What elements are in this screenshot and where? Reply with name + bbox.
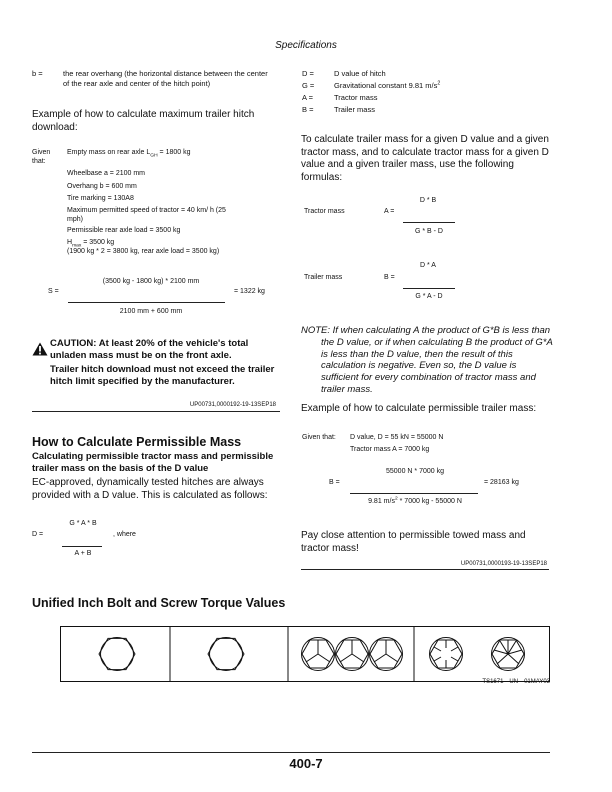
- formula-b-numerator: 55000 N * 7000 kg: [386, 468, 444, 475]
- trailer-formula-lhs: B =: [384, 274, 395, 281]
- given-wheelbase: Wheelbase a = 2100 mm: [67, 170, 146, 177]
- formula-d-line: [62, 546, 102, 547]
- given-empty-mass: Empty mass on rear axle $L_{GH} = 1800$ kg: [67, 149, 191, 159]
- divider: [301, 569, 549, 570]
- def-b-symbol: B =: [302, 105, 314, 114]
- section-subtitle: Calculating permissible tractor mass and permissible trailer mass on the basis of the D value: [32, 451, 274, 474]
- note-negative-result: NOTE: If when calculating A the product of G*B is less than the D value, or if when calculating B the product of G*A is less than the D value, then the result of this calculation is negative. Even so, the D value is sufficient for every combination of tractor mass and trailer mass.: [301, 325, 553, 395]
- given-hmax: $H_{max} = 3500$ kg (1900 kg * 2 = 3800 kg, rear axle load = 3500 kg): [67, 239, 220, 255]
- formula-b-result: = 28163 kg: [484, 479, 519, 486]
- formula-d-lhs: D =: [32, 531, 44, 538]
- trailer-mass-label: Trailer mass: [304, 274, 343, 281]
- def-d-text: D value of hitch: [334, 69, 386, 78]
- given-d-value: D value, D = 55 kN = 55000 N: [350, 434, 444, 441]
- def-b-text: Trailer mass: [334, 105, 375, 114]
- def-a-text: Tractor mass: [334, 93, 378, 102]
- bolt-torque-title: Unified Inch Bolt and Screw Torque Values: [32, 596, 286, 610]
- formula-d-denominator: A + B: [74, 550, 92, 557]
- reference-code-2: UP00731,0000193-19-13SEP18: [460, 561, 547, 567]
- given-speed: Maximum permitted speed of tractor = 40 km/ h (25 mph): [67, 207, 226, 223]
- given-tire: Tire marking = 130A8: [67, 195, 134, 202]
- formulas-intro: To calculate trailer mass for a given D value and a given tractor mass, and to calculate tractor mass for a given D value and a given trailer mass, use the following formulas:: [301, 134, 549, 183]
- given-overhang: Overhang b = 600 mm: [67, 183, 137, 190]
- formula-s-numerator: (3500 kg - 1800 kg) * 2100 mm: [102, 278, 200, 285]
- bolt-figure-reference: TS1671—UN—01MAY03: [482, 679, 550, 685]
- def-g-text: Gravitational constant 9.81 $m/s^2$: [334, 80, 441, 90]
- given-tractor-mass: Tractor mass A = 7000 kg: [350, 446, 430, 453]
- formula-d-suffix: , where: [113, 531, 136, 538]
- b-def-symbol: b =: [32, 69, 43, 78]
- divider: [32, 411, 280, 412]
- formula-s-result: = 1322 kg: [234, 288, 265, 295]
- reference-code-1: UP00731,0000192-19-13SEP18: [189, 402, 276, 408]
- tractor-formula-numerator: D * B: [419, 197, 437, 204]
- formula-s-line: [68, 302, 225, 303]
- warning-triangle-icon: [32, 342, 48, 356]
- example-max-download-title: Example of how to calculate maximum trailer hitch download:: [32, 109, 255, 133]
- caution-front-axle: CAUTION: At least 20% of the vehicle's total unladen mass must be on the front axle.: [50, 338, 249, 361]
- def-a-symbol: A =: [302, 93, 314, 102]
- section-body: EC-approved, dynamically tested hitches are always provided with a D value. This is calculated as follows:: [32, 477, 268, 501]
- formula-b-line: [350, 493, 478, 494]
- def-d-symbol: D =: [302, 69, 314, 78]
- caution-hitch-limit: Trailer hitch download must not exceed the trailer hitch limit specified by the manufacturer.: [50, 364, 275, 387]
- trailer-formula-numerator: D * A: [420, 262, 436, 269]
- trailer-formula-line: [403, 288, 455, 289]
- tractor-formula-denominator: G * B - D: [414, 228, 443, 235]
- tractor-formula-line: [403, 222, 455, 223]
- bolt-head-grade-markings: [60, 626, 550, 682]
- given-axle-load: Permissible rear axle load = 3500 kg: [67, 227, 181, 234]
- trailer-formula-denominator: G * A - D: [415, 293, 443, 300]
- formula-b-denominator: 9.81 $m/s^2 * 7000$ kg - 55000 N: [368, 496, 462, 505]
- tractor-formula-lhs: A =: [384, 208, 395, 215]
- page-header: Specifications: [275, 40, 337, 51]
- def-g-symbol: G =: [302, 81, 315, 90]
- formula-d-numerator: G * A * B: [69, 520, 97, 527]
- pay-attention-text: Pay close attention to permissible towed mass and tractor mass!: [301, 530, 526, 554]
- example-trailer-mass-title: Example of how to calculate permissible trailer mass:: [301, 403, 537, 414]
- footer-divider: [32, 752, 550, 753]
- formula-b-lhs: B =: [329, 479, 340, 486]
- section-title-permissible-mass: How to Calculate Permissible Mass: [32, 435, 242, 449]
- tractor-mass-label: Tractor mass: [304, 208, 345, 215]
- given-label: Given that:: [32, 149, 51, 165]
- page-number: 400-7: [289, 756, 323, 771]
- formula-s-denominator: 2100 mm + 600 mm: [119, 308, 183, 315]
- given-label-right: Given that:: [302, 434, 336, 441]
- b-def-text: the rear overhang (the horizontal distance between the center of the rear axle and center of the hitch point): [63, 69, 268, 88]
- formula-s-lhs: S =: [48, 288, 59, 295]
